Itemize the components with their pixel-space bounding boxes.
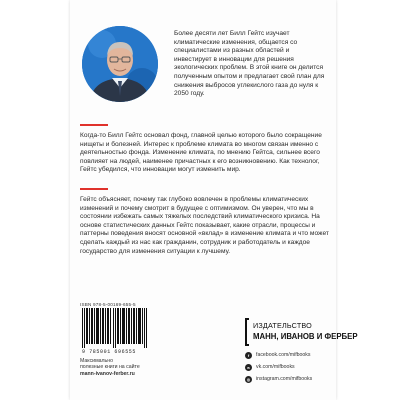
isbn-label: ISBN 978-5-00169-655-5 <box>80 302 136 307</box>
tagline-line-2: полезные книги на сайте <box>80 364 140 371</box>
book-back-cover <box>70 0 358 400</box>
description-paragraph-1: Когда-то Билл Гейтс основал фонд, главной целью которого было сокращение нищеты и болезней. Интерес к проблеме климата во многом связан именно с деятельностью фонда. Изменение климата, по мнению Гейтса, сильнее всего повлияет на людей, наименее причастных к его возникновению. Как технолог, Гейтс убедился, что инновации могут изменить мир. <box>80 132 322 174</box>
social-vk-text: vk.com/mifbooks <box>256 364 295 370</box>
social-facebook[interactable] <box>245 350 345 360</box>
red-divider-2 <box>80 188 108 190</box>
author-portrait-image <box>82 26 158 102</box>
publisher-tagline <box>80 358 190 377</box>
social-instagram-text: instagram.com/mifbooks <box>256 376 313 382</box>
social-instagram[interactable] <box>245 374 345 384</box>
social-facebook-text: facebook.com/mifbooks <box>256 352 311 358</box>
publisher-logo <box>245 318 358 346</box>
bracket-icon <box>245 318 249 346</box>
description-paragraph-2: Гейтс объясняет, почему так глубоко вовлечен в проблемы климатических изменений и почему смотрит в будущее с оптимизмом. Он уверен, что мы в состоянии избежать самых тяжелых последствий климатического кризиса. На основе статистических данных Гейтс показывает, какие отрасли, процессы и паттерны поведения вносят основной «вклад» в изменение климата и что может сделать каждый из нас как гражданин, сотрудник и работодатель и каждое государство для изменения ситуации к лучшему. <box>80 196 329 255</box>
barcode-digits: 9 785001 696555 <box>82 349 137 355</box>
publisher-name: МАНН, ИВАНОВ И ФЕРБЕР <box>253 332 358 341</box>
red-divider-1 <box>80 124 108 126</box>
vk-icon: в <box>245 364 252 371</box>
publisher-label: ИЗДАТЕЛЬСТВО <box>253 321 312 330</box>
intro-text: Более десяти лет Билл Гейтс изучает климатические изменения, общается со специалистами из разных областей и инвестирует в инновации для решения экологических проблем. В этой книге он делится полученным опытом и предлагает свой план для снижения выбросов углекислого газа до нуля к 2050 году. <box>174 30 325 98</box>
author-photo <box>82 26 158 102</box>
instagram-icon: ◎ <box>246 376 251 382</box>
social-vk[interactable] <box>245 362 345 372</box>
publisher-site-link[interactable]: mann-ivanov-ferber.ru <box>80 370 135 377</box>
barcode-image <box>80 308 152 348</box>
tagline-line-1: Максимально <box>80 358 114 364</box>
facebook-icon: f <box>245 352 252 359</box>
